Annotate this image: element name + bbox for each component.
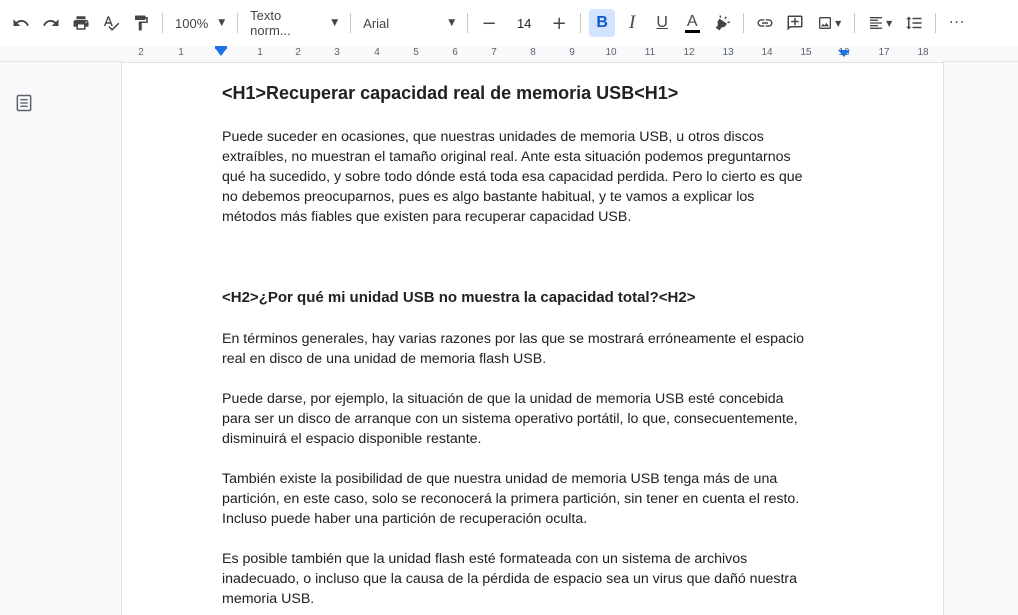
document-page[interactable] <box>122 63 943 615</box>
more-icon[interactable]: ··· <box>948 15 966 31</box>
style-value: Texto norm... <box>250 8 291 38</box>
chevron-down-icon: ▼ <box>835 18 842 28</box>
text-line: partición, en este caso, solo se reconocerá la primera partición, sin tener en cuenta el resto. <box>222 491 800 507</box>
ruler <box>0 46 1018 62</box>
paint-format-icon[interactable] <box>128 9 154 37</box>
decrease-font-size-button[interactable]: − <box>481 12 497 34</box>
toolbar <box>0 0 1018 46</box>
ruler-label: 1 <box>178 47 184 58</box>
separator <box>580 13 581 33</box>
text-line: no debemos preocuparnos, pues es algo bastante habitual, y te vamos a explicar los <box>222 189 755 205</box>
ruler-label: 2 <box>138 47 144 58</box>
ruler-label: 8 <box>530 47 536 58</box>
ruler-label: 1 <box>257 47 263 58</box>
ruler-label: 15 <box>800 47 812 58</box>
text-line: Puede suceder en ocasiones, que nuestras unidades de memoria USB, u otros discos <box>222 129 764 145</box>
text-line: En términos generales, hay varias razones por las que se mostrará erróneamente el espacio <box>222 331 804 347</box>
chevron-down-icon: ▼ <box>886 18 893 28</box>
print-icon[interactable] <box>68 9 94 37</box>
undo-icon[interactable] <box>8 9 34 37</box>
right-indent-handle[interactable] <box>838 50 850 57</box>
redo-icon[interactable] <box>38 9 64 37</box>
increase-font-size-button[interactable]: + <box>551 12 567 34</box>
ruler-label: 3 <box>334 47 340 58</box>
text-line: inadecuado, o incluso que la causa de la pérdida de espacio sea un virus que dañó nuestra <box>222 571 798 587</box>
text-line: extraíbles, no muestran el tamaño original real. Ante esta situación podemos preguntarnos <box>222 149 791 165</box>
separator <box>350 13 351 33</box>
ruler-label: 9 <box>569 47 575 58</box>
paragraph <box>222 549 852 609</box>
ruler-label: 14 <box>761 47 773 58</box>
ruler-label: 17 <box>878 47 890 58</box>
paragraph <box>222 469 852 529</box>
text-color-icon[interactable]: A <box>679 9 705 37</box>
text-line: También existe la posibilidad de que nuestra unidad de memoria USB tenga más de una <box>222 471 778 487</box>
text-line: métodos más fiables que existen para recuperar capacidad USB. <box>222 209 632 225</box>
left-indent-handle[interactable] <box>215 48 227 56</box>
ruler-label: 13 <box>722 47 734 58</box>
heading-2: <H2>¿Por qué mi unidad USB no muestra la capacidad total?<H2> <box>222 289 696 306</box>
text-line: memoria USB. <box>222 591 315 607</box>
paragraph <box>222 329 852 369</box>
separator <box>935 13 936 33</box>
text-line: qué ha sucedido, y sobre todo dónde está toda esa capacidad perdida. Pero lo cierto es que <box>222 169 803 185</box>
align-icon[interactable] <box>863 9 897 37</box>
separator <box>237 13 238 33</box>
ruler-label: 16 <box>838 47 850 58</box>
paragraph-intro <box>222 127 852 227</box>
font-size-input[interactable]: 14 <box>516 15 532 31</box>
comment-icon[interactable] <box>782 9 808 37</box>
ruler-label: 7 <box>491 47 497 58</box>
text-line: real en disco de una unidad de memoria flash USB. <box>222 351 547 367</box>
chevron-down-icon: ▼ <box>331 18 339 28</box>
chevron-down-icon: ▼ <box>218 18 226 28</box>
ruler-paper <box>122 46 943 62</box>
paragraph <box>222 389 852 449</box>
ruler-label: 6 <box>452 47 458 58</box>
italic-icon[interactable]: I <box>629 12 636 33</box>
style-dropdown[interactable] <box>244 9 344 37</box>
image-icon[interactable] <box>812 9 846 37</box>
ruler-label: 4 <box>374 47 380 58</box>
link-icon[interactable] <box>752 9 778 37</box>
text-line: Incluso puede haber una partición de recuperación oculta. <box>222 511 588 527</box>
chevron-down-icon: ▼ <box>448 18 456 28</box>
separator <box>162 13 163 33</box>
ruler-label: 10 <box>605 47 617 58</box>
separator <box>854 13 855 33</box>
font-dropdown[interactable] <box>357 9 461 37</box>
ruler-label: 11 <box>644 47 656 58</box>
document-outline-icon[interactable] <box>14 93 34 113</box>
underline-icon[interactable]: U <box>656 14 668 31</box>
ruler-label: 18 <box>917 47 929 58</box>
heading-1: <H1>Recuperar capacidad real de memoria USB<H1> <box>222 83 679 103</box>
text-line: Puede darse, por ejemplo, la situación de que la unidad de memoria USB esté concebida <box>222 391 784 407</box>
separator <box>467 13 468 33</box>
ruler-label: 2 <box>295 47 301 58</box>
highlight-icon[interactable] <box>709 9 735 37</box>
bold-icon[interactable]: B <box>589 9 615 37</box>
font-value: Arial <box>363 15 390 31</box>
ruler-label: 12 <box>683 47 695 58</box>
text-line: para ser un disco de arranque con un sistema operativo portátil, lo que, consecuentemente, <box>222 411 798 427</box>
zoom-value: 100% <box>175 15 209 31</box>
line-spacing-icon[interactable] <box>901 9 927 37</box>
text-line: disminuirá el espacio disponible restante. <box>222 431 482 447</box>
ruler-label: 5 <box>413 47 419 58</box>
spellcheck-icon[interactable] <box>98 9 124 37</box>
text-line: Es posible también que la unidad flash esté formateada con un sistema de archivos <box>222 551 748 567</box>
separator <box>743 13 744 33</box>
zoom-dropdown[interactable] <box>169 9 231 37</box>
